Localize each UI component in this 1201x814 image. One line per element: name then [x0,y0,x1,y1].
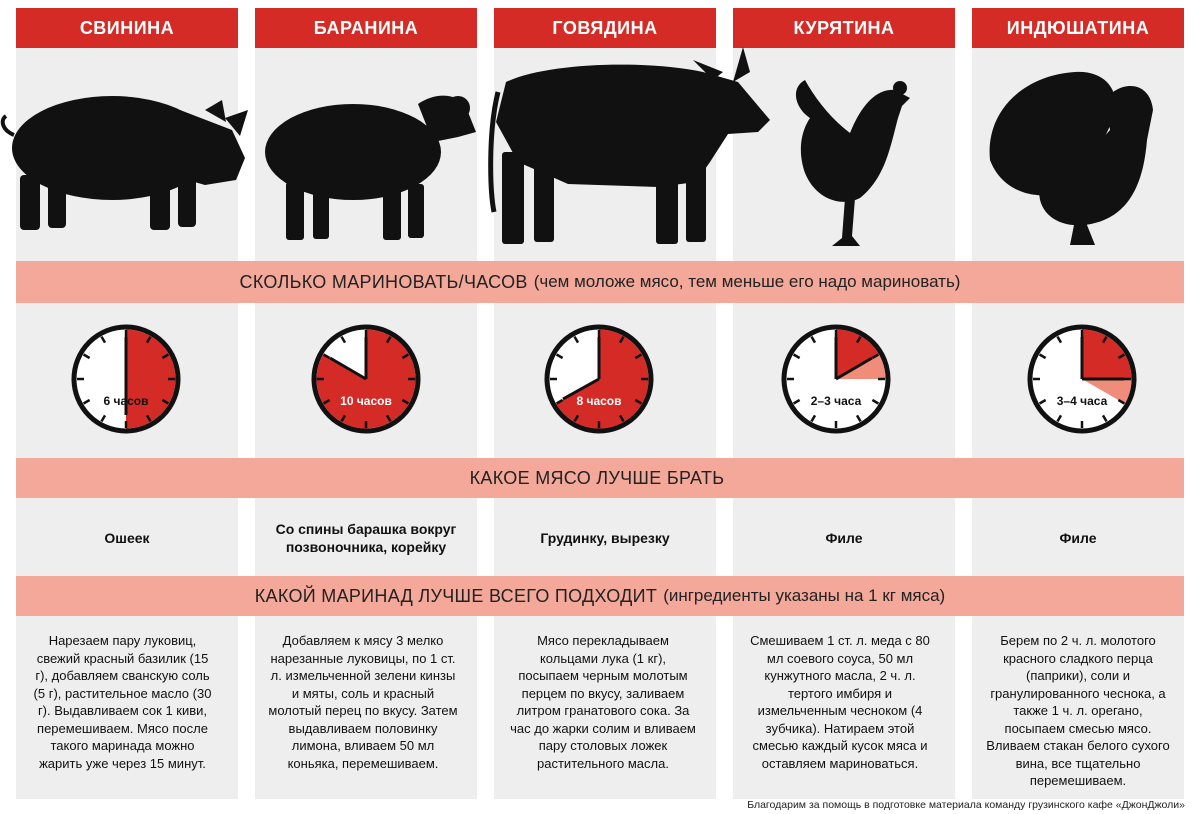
band-marinate-title: СКОЛЬКО МАРИНОВАТЬ/ЧАСОВ [239,271,528,292]
recipe-turkey: Берем по 2 ч. л. молотого красного сладкого перца (паприки), соли и гранулированного чеснока, а также 1 ч. л. орегано, посыпаем смесью мясо. Вливаем стакан белого сухого вина, все тщательно перемешиваем. [986,633,1170,788]
band-meat-title: КАКОЕ МЯСО ЛУЧШЕ БРАТЬ [469,467,725,488]
header-pork: СВИНИНА [16,8,238,48]
band-marinate-time [16,261,1184,303]
clock-lamb [310,323,422,435]
clock-lamb-label: 10 часов [340,394,392,408]
meat-beef: Грудинку, вырезку [540,530,670,546]
header-chicken: КУРЯТИНА [733,8,955,48]
meat-lamb: Со спины барашка вокруг позвоночника, корейку [275,521,457,555]
meat-pork: Ошеек [104,530,150,546]
recipe-beef: Мясо перекладываем кольцами лука (1 кг), посыпаем черным молотым перцем по вкусу, заливаем литром гранатового сока. За час до жарки солим и вливаем пару столовых ложек растительного масла. [510,633,696,771]
band-marinate-note: (чем моложе мясо, тем меньше его надо мариновать) [533,272,961,291]
band-marinade-title: КАКОЙ МАРИНАД ЛУЧШЕ ВСЕГО ПОДХОДИТ [254,585,658,606]
clock-turkey-label: 3–4 часа [1056,394,1108,408]
pig-icon [0,80,250,240]
header-beef: ГОВЯДИНА [494,8,716,48]
clock-pork [70,323,182,435]
meat-turkey: Филе [1059,530,1097,546]
recipe-chicken: Смешиваем 1 ст. л. меда с 80 мл соевого соуса, 50 мл кунжутного масла, 2 ч. л. тертого имбиря и измельченным чесноком (4 зубчика). Натираем этой смесью каждый кусок мяса и оставляем мариноваться. [750,633,930,771]
bull-icon [488,42,773,247]
band-marinade [16,576,1184,616]
header-lamb: БАРАНИНА [255,8,477,48]
clock-chicken [780,323,892,435]
recipe-pork: Нарезаем пару луковиц, свежий красный базилик (15 г), добавляем сванскую соль (5 г), растительное масло (30 г). Выдавливаем сок 1 киви, перемешиваем. Мясо после такого маринада можно жарить уже через 15 минут. [33,633,212,771]
sheep-icon [258,82,480,242]
clock-turkey [1026,323,1138,435]
clock-beef [543,323,655,435]
header-turkey: ИНДЮШАТИНА [972,8,1184,48]
turkey-icon [985,70,1170,250]
clock-pork-label: 6 часов [103,394,149,408]
band-marinade-note: (ингредиенты указаны на 1 кг мяса) [663,586,946,605]
band-meat-choice [16,458,1184,498]
clock-beef-label: 8 часов [576,394,622,408]
clock-chicken-label: 2–3 часа [810,394,862,408]
meat-chicken: Филе [825,530,863,546]
recipe-lamb: Добавляем к мясу 3 мелко нарезанные луковицы, по 1 ст. л. измельченной зелени кинзы и мяты, соль и красный молотый перец по вкусу. Затем выдавливаем половинку лимона, вливаем 50 мл коньяка, перемешиваем. [268,633,458,771]
chicken-icon [790,78,920,248]
footer-credits: Благодарим за помощь в подготовке материала команду грузинского кафе «ДжонДжоли» [747,799,1185,811]
